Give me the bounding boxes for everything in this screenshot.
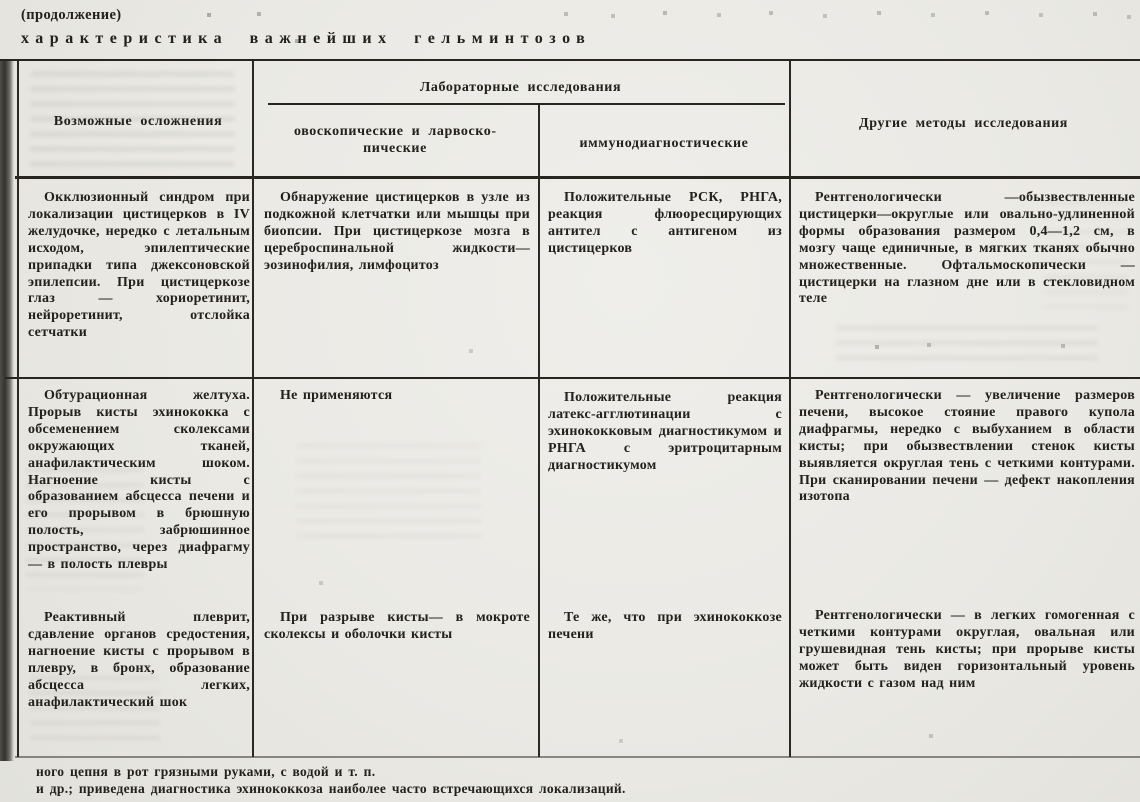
cell-r1-other-methods: Рентгенологически —обызвествленные цистицерки—округлые или овально-удлиненной формы образования размером 0,4—1,2 см, в мозгу чаще единичные, в мягких тканях обычно множественные. Офтальмоскопически — цистицерки на глазном дне или в стекловидном теле	[799, 190, 1135, 307]
cell-r2-complications: Обтурационная желтуха. Прорыв кисты эхинококка с обсеменением сколексами окружающих тканей, анафилактическим шоком. Нагноение кисты с образованием абсцесса печени и его прорывом в брюшную полость, забрюшинное пространство, через диафрагму — в полость плевры	[28, 388, 250, 573]
cell-r3-other-methods: Рентгенологически — в легких гомогенная с четкими контурами округлая, овальная или грушевидная тень кисты; при прорыве кисты может быть виден горизонтальный уровень жидкости с газом над ним	[799, 608, 1135, 691]
table-border-top	[0, 59, 1140, 61]
cell-r2-other-methods: Рентгенологически — увеличение размеров печени, высокое стояние правого купола диафрагмы, нередко с выбуханием в области кисты; при обызвествлении стенок кисты выявляется округлая тень с четкими контурами. При сканировании печени — дефект накопления изотопа	[799, 388, 1135, 505]
cell-r1-ovoscopic: Обнаружение цистицерков в узле из подкожной клетчатки или мышцы при биопсии. При цистицеркозе мозга в цереброспинальной жидкости—эозинофилия, лимфоцитоз	[264, 190, 530, 273]
lab-group-underline	[268, 103, 785, 105]
table-border-bottom	[15, 756, 1140, 758]
footnote-line-1: ного цепня в рот грязными руками, с водой и т. п.	[36, 764, 376, 779]
header-separator	[15, 176, 1140, 179]
cell-r3-immunodiagnostic: Те же, что при эхинококкозе печени	[548, 610, 782, 642]
header-immunodiagnostic: иммунодиагностические	[579, 136, 749, 151]
bleedthrough-smudge	[836, 326, 1098, 370]
continuation-note: (продолжение)	[21, 7, 122, 23]
cell-r2-ovoscopic: Не применяются	[280, 388, 393, 403]
table-border-left	[17, 61, 19, 757]
column-divider-1	[252, 61, 254, 757]
header-other-methods: Другие методы исследования	[859, 116, 1068, 131]
column-divider-2	[538, 104, 540, 757]
cell-r3-complications: Реактивный плеврит, сдавление органов средостения, нагноение кисты с прорывом в плевру, в бронх, образование абсцесса легких, анафилактический шок	[28, 610, 250, 710]
header-possible-complications: Возможные осложнения	[53, 114, 223, 129]
header-lab-group: Лабораторные исследования	[419, 80, 622, 95]
bleedthrough-smudge	[296, 444, 481, 549]
header-ovoscopic: овоскопические и ларвоскопические	[293, 124, 497, 156]
row-divider	[5, 377, 1140, 379]
book-spine-shadow	[0, 61, 14, 761]
cell-r3-ovoscopic: При разрыве кисты— в мокроте сколексы и оболочки кисты	[264, 610, 530, 642]
column-divider-3	[789, 61, 791, 757]
scan-speck-noise	[0, 0, 2, 2]
cell-r1-complications: Окклюзионный синдром при локализации цистицерков в IV желудочке, нередко с летальным исходом, эпилептические припадки типа джексоновской эпилепсии. При цистицеркозе глаз — хориоретинит, нейроретинит, отслойка сетчатки	[28, 190, 250, 341]
cell-r2-immunodiagnostic: Положительные реакция латекс-агглютинации с эхинококковым диагностикумом и РНГА с эритроцитарным диагностикумом	[548, 390, 782, 473]
page-title: характеристика важнейших гельминтозов	[21, 30, 592, 47]
footnote-line-2: и др.; приведена диагностика эхинококкоза наиболее часто встречающихся локализаций.	[36, 781, 626, 796]
cell-r1-immunodiagnostic: Положительные РСК, РНГА, реакция флюоресцирующих антител с антигеном из цистицерков	[548, 190, 782, 256]
